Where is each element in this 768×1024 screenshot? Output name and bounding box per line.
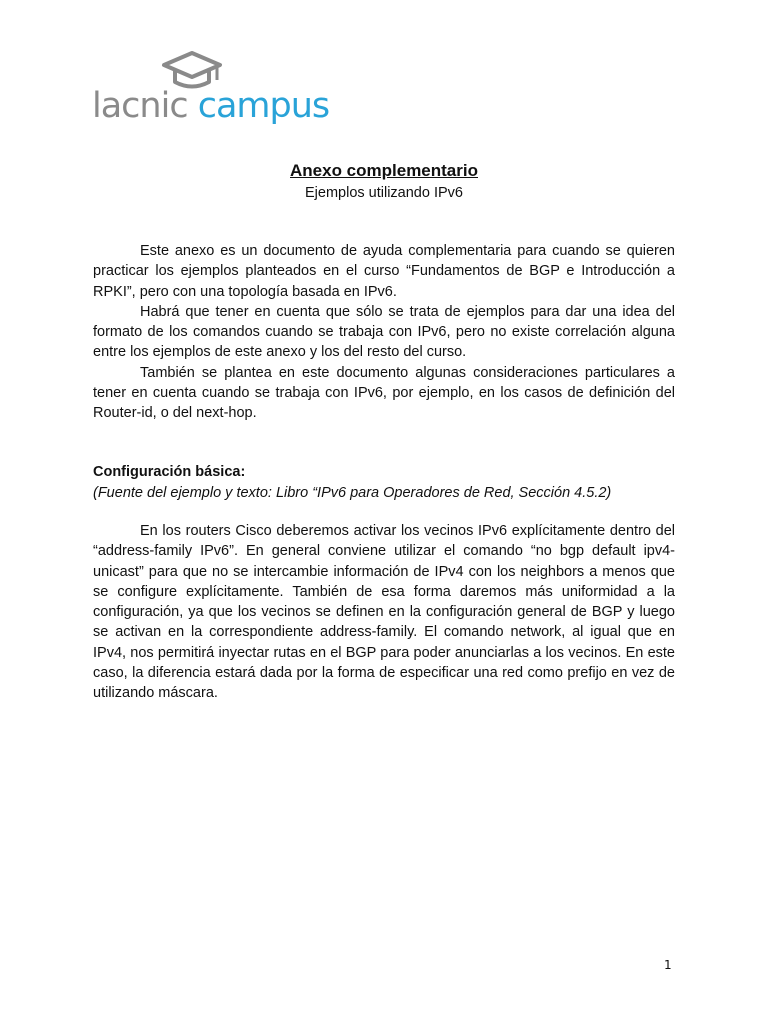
page-number: 1	[664, 958, 672, 972]
intro-paragraph: Este anexo es un documento de ayuda complementaria para cuando se quieren practicar los ejemplos planteados en el curso “Fundamentos de BGP e Introducción a RPKI”, pero con una topología basada en IPv6.	[93, 243, 675, 300]
lacnic-campus-logo	[92, 50, 332, 130]
intro-section	[93, 241, 675, 424]
logo-text-lacnic: lacnic	[92, 86, 188, 126]
logo-wordmark	[92, 84, 329, 128]
intro-paragraph: También se plantea en este documento algunas consideraciones particulares a tener en cuenta cuando se trabaja con IPv6, por ejemplo, en los casos de definición del Router-id, o del next-hop.	[93, 364, 675, 422]
intro-paragraph: Habrá que tener en cuenta que sólo se trata de ejemplos para dar una idea del formato de los comandos cuando se trabaja con IPv6, pero no existe correlación alguna entre los ejemplos de este anexo y los del resto del curso.	[93, 303, 675, 361]
configuration-paragraph: En los routers Cisco deberemos activar los vecinos IPv6 explícitamente dentro del “address-family IPv6”. En general conviene utilizar el comando “no bgp default ipv4-unicast” para que no se intercambie información de IPv4 con los neighbors a menos que se configure explícitamente. También de esa forma daremos más uniformidad a la configuración, ya que los vecinos se definen en la configuración general de BGP y luego se activan en la correspondiente address-family. El comando network, al igual que en IPv4, nos permitirá inyectar rutas en el BGP para poder anunciarlas a los vecinos. En este caso, la diferencia estará dada por la forma de especificar una red como prefijo en vez de utilizando máscara.	[93, 523, 675, 702]
logo-text-campus: campus	[197, 86, 330, 126]
configuration-section	[93, 521, 675, 704]
document-title: Anexo complementario	[290, 161, 478, 180]
document-subtitle: Ejemplos utilizando IPv6	[305, 185, 463, 201]
section-source-note: (Fuente del ejemplo y texto: Libro “IPv6 para Operadores de Red, Sección 4.5.2)	[93, 485, 612, 501]
section-heading: Configuración básica:	[93, 464, 246, 480]
